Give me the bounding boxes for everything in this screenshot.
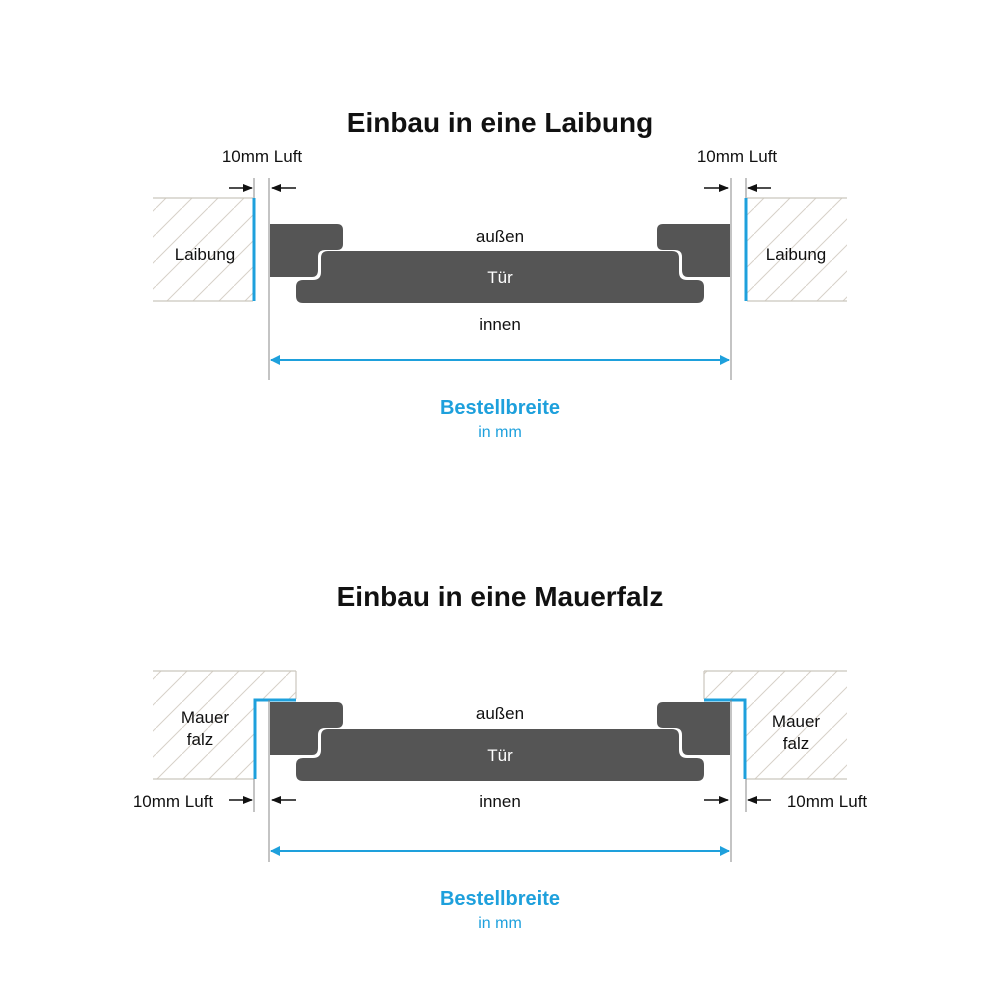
wall-label-right: Laibung: [765, 245, 827, 264]
wall-label-left-line1: Mauer: [180, 708, 230, 727]
order-width-label: Bestellbreite: [439, 397, 561, 419]
gap-label-left: 10mm Luft: [221, 147, 303, 166]
order-width-unit: in mm: [478, 424, 522, 441]
outside-label: außen: [475, 227, 525, 246]
wall-label-left-line2: falz: [186, 730, 214, 749]
order-width-unit: in mm: [478, 915, 522, 932]
outside-label: außen: [475, 704, 525, 723]
gap-label-right: 10mm Luft: [696, 147, 778, 166]
section-mauerfalz: [133, 581, 868, 932]
inside-label: innen: [479, 792, 521, 811]
wall-left: [153, 198, 253, 301]
section-laibung: [153, 107, 847, 441]
wall-label-right-line2: falz: [782, 734, 810, 753]
gap-label-right: 10mm Luft: [786, 792, 868, 811]
wall-right: [747, 198, 847, 301]
door-label: Tür: [487, 746, 513, 765]
section-title: Einbau in eine Mauerfalz: [336, 581, 664, 612]
door-label: Tür: [487, 268, 513, 287]
wall-label-left: Laibung: [174, 245, 236, 264]
order-width-label: Bestellbreite: [439, 888, 561, 910]
section-title: Einbau in eine Laibung: [346, 107, 654, 138]
wall-label-right-line1: Mauer: [771, 712, 821, 731]
inside-label: innen: [479, 315, 521, 334]
gap-label-left: 10mm Luft: [132, 792, 214, 811]
